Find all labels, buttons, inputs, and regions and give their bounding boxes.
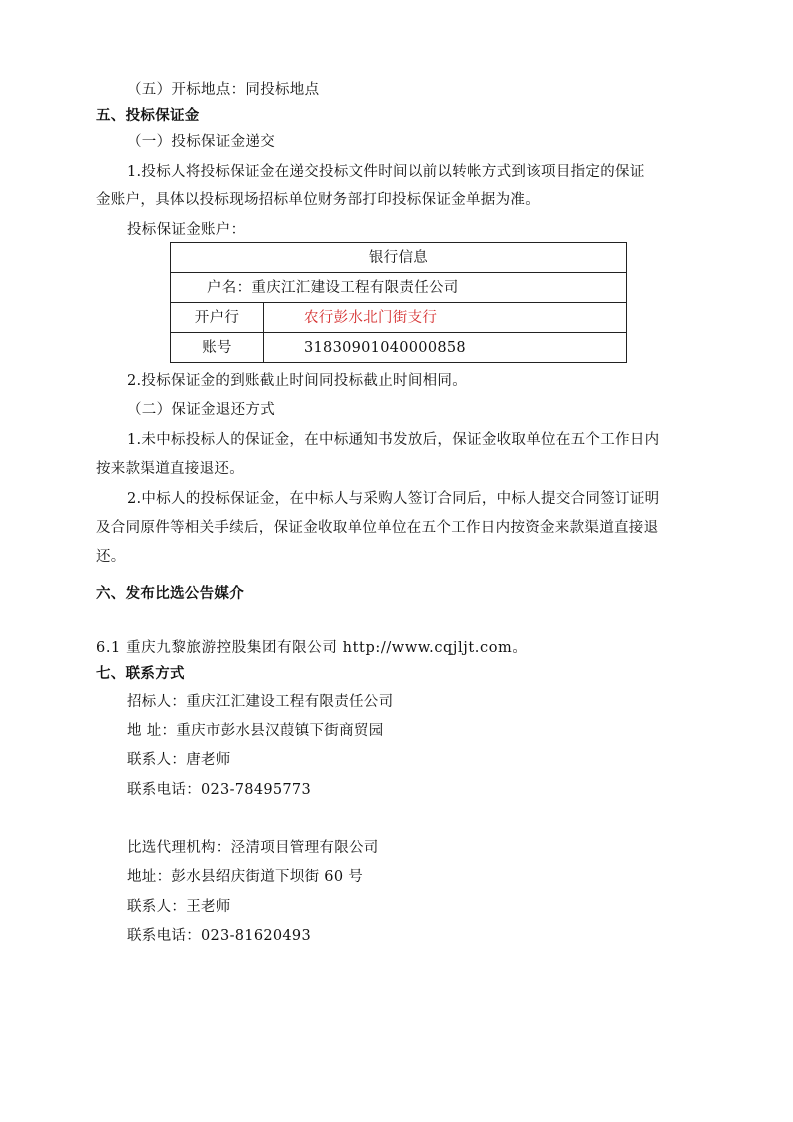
account-name-cell: 户名：重庆江汇建设工程有限责任公司 [171, 273, 627, 303]
bank-info-table [170, 242, 627, 363]
bond-paragraph-line-1: 1.投标人将投标保证金在递交投标文件时间以前以转帐方式到该项目指定的保证 [127, 164, 645, 180]
agency-address: 地址：彭水县绍庆街道下坝街 60 号 [127, 869, 364, 885]
agency-name: 比选代理机构：泾清项目管理有限公司 [127, 840, 379, 856]
table-row [171, 243, 627, 273]
bond-deadline-paragraph: 2.投标保证金的到账截止时间同投标截止时间相同。 [127, 373, 468, 389]
table-row [171, 303, 627, 333]
bank-branch-label: 开户行 [171, 303, 264, 333]
tenderer-name: 招标人：重庆江汇建设工程有限责任公司 [127, 694, 394, 710]
announcement-media-item: 6.1 重庆九黎旅游控股集团有限公司 http://www.cqjljt.com。 [96, 640, 528, 656]
tenderer-phone: 联系电话：023-78495773 [127, 782, 311, 798]
bond-account-intro: 投标保证金账户： [127, 222, 246, 238]
opening-location-line: （五）开标地点：同投标地点 [127, 82, 320, 98]
bond-paragraph-line-2: 金账户，具体以投标现场招标单位财务部打印投标保证金单据为准。 [96, 192, 540, 208]
section-6-heading: 六、发布比选公告媒介 [96, 586, 244, 602]
account-number-label: 账号 [171, 333, 264, 363]
subsection-bond-submission: （一）投标保证金递交 [127, 134, 275, 150]
agency-phone: 联系电话：023-81620493 [127, 928, 311, 944]
tenderer-address: 地 址：重庆市彭水县汉葭镇下街商贸园 [127, 723, 384, 739]
agency-contact: 联系人：王老师 [127, 899, 231, 915]
subsection-bond-refund: （二）保证金退还方式 [127, 402, 275, 418]
bank-info-header: 银行信息 [171, 243, 627, 273]
table-row [171, 273, 627, 303]
tenderer-contact: 联系人：唐老师 [127, 752, 231, 768]
refund-item-2-line-3: 还。 [96, 549, 126, 565]
table-row [171, 333, 627, 363]
refund-item-2-line-1: 2.中标人的投标保证金，在中标人与采购人签订合同后，中标人提交合同签订证明 [127, 491, 660, 507]
section-5-heading: 五、投标保证金 [96, 108, 200, 124]
refund-item-2-line-2: 及合同原件等相关手续后，保证金收取单位单位在五个工作日内按资金来款渠道直接退 [96, 520, 659, 536]
account-number-value: 31830901040000858 [264, 333, 627, 363]
bank-branch-value: 农行彭水北门街支行 [264, 303, 627, 333]
refund-item-1-line-2: 按来款渠道直接退还。 [96, 461, 244, 477]
section-7-heading: 七、联系方式 [96, 666, 185, 682]
refund-item-1-line-1: 1.未中标投标人的保证金，在中标通知书发放后，保证金收取单位在五个工作日内 [127, 432, 660, 448]
